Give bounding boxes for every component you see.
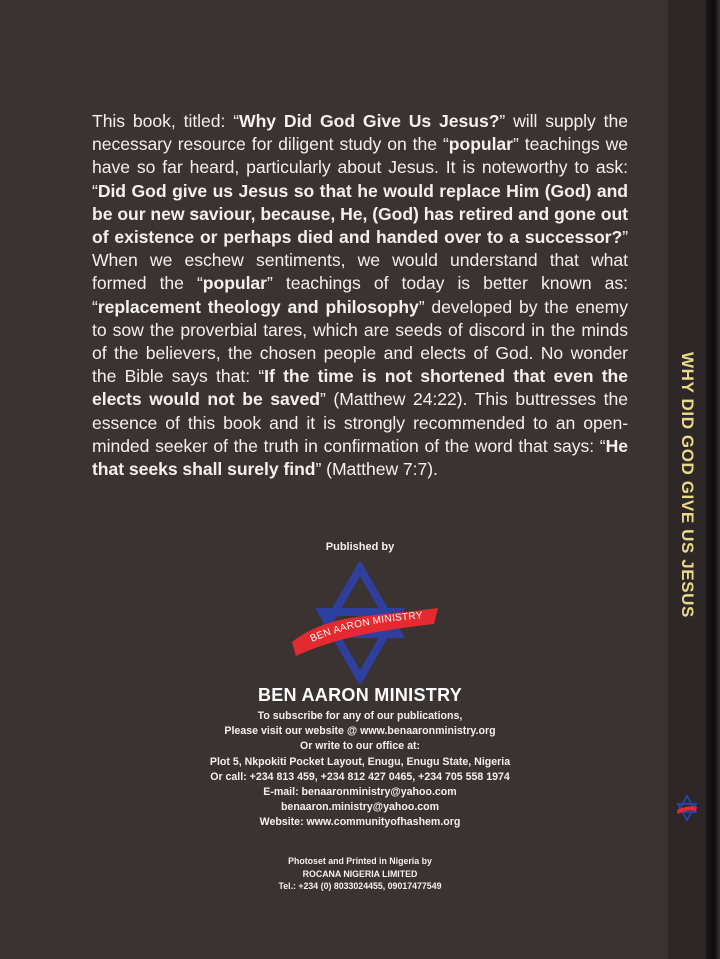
published-by-label: Published by — [325, 541, 395, 553]
contact-line: Or write to our office at: — [299, 740, 421, 753]
contact-line-website: Website: www.communityofhashem.org — [259, 816, 461, 829]
blurb-emphasis: replacement theology and philosophy — [97, 296, 419, 317]
blurb-text: ” teachings of today is better known as: “ — [92, 273, 628, 317]
book-title-quote: Why Did God Give Us Jesus? — [239, 111, 500, 131]
spine-title: WHY DID GOD GIVE US JESUS — [678, 352, 697, 618]
blurb-text: ” (Matthew 7:7). — [315, 459, 438, 480]
blurb-text: ” When we eschew sentiments, we would understand that what formed the “ — [92, 227, 628, 294]
ministry-logo — [286, 562, 446, 684]
blurb-emphasis: popular — [448, 134, 513, 155]
blurb-text: This book, titled: “ — [92, 111, 240, 131]
blurb-scripture-quote: He that seeks shall surely find — [92, 435, 628, 480]
book-description — [92, 110, 628, 481]
printer-line: Photoset and Printed in Nigeria by — [288, 856, 432, 866]
contact-info — [0, 709, 720, 831]
ministry-name: BEN AARON MINISTRY — [257, 685, 463, 705]
blurb-text: ” developed by the enemy to sow the proverbial tares, which are seeds of discord in the minds of the believers, the chosen people and elects of God. No wonder the Bible says that: “ — [92, 296, 629, 387]
blurb-text: ” (Matthew 24:22). This buttresses the essence of this book and it is strongly recommended to an open-minded seeker of the truth in confirmation of the word that says: “ — [92, 389, 628, 456]
blurb-scripture-quote: If the time is not shortened that even the elects would not be saved — [92, 366, 628, 410]
contact-line-email: benaaron.ministry@yahoo.com — [280, 801, 440, 814]
contact-line-email: E-mail: benaaronministry@yahoo.com — [263, 786, 457, 799]
contact-line-website: Please visit our website @ www.benaaronministry.org — [224, 725, 496, 738]
blurb-question: Did God give us Jesus so that he would replace Him (God) and be our new saviour, because, He, (God) has retired and gone out of existence or perhaps died and handed over to a successor? — [92, 180, 628, 248]
contact-line-phone: Or call: +234 813 459, +234 812 427 0465, +234 705 558 1974 — [210, 770, 510, 783]
logo-banner-text: BEN AARON MINISTRY — [308, 610, 424, 645]
printer-name: ROCANA NIGERIA LIMITED — [302, 868, 418, 879]
blurb-text: ” teachings we have so far heard, particularly about Jesus. It is noteworthy to ask: “ — [92, 134, 628, 201]
printer-info — [0, 855, 720, 893]
contact-line-address: Plot 5, Nkpokiti Pocket Layout, Enugu, Enugu State, Nigeria — [209, 755, 511, 768]
contact-line: To subscribe for any of our publications, — [257, 710, 463, 722]
blurb-text: ” will supply the necessary resource for diligent study on the “ — [92, 111, 628, 155]
blurb-emphasis: popular — [202, 273, 267, 294]
printer-phone: Tel.: +234 (0) 8033024455, 09017477549 — [278, 881, 442, 892]
